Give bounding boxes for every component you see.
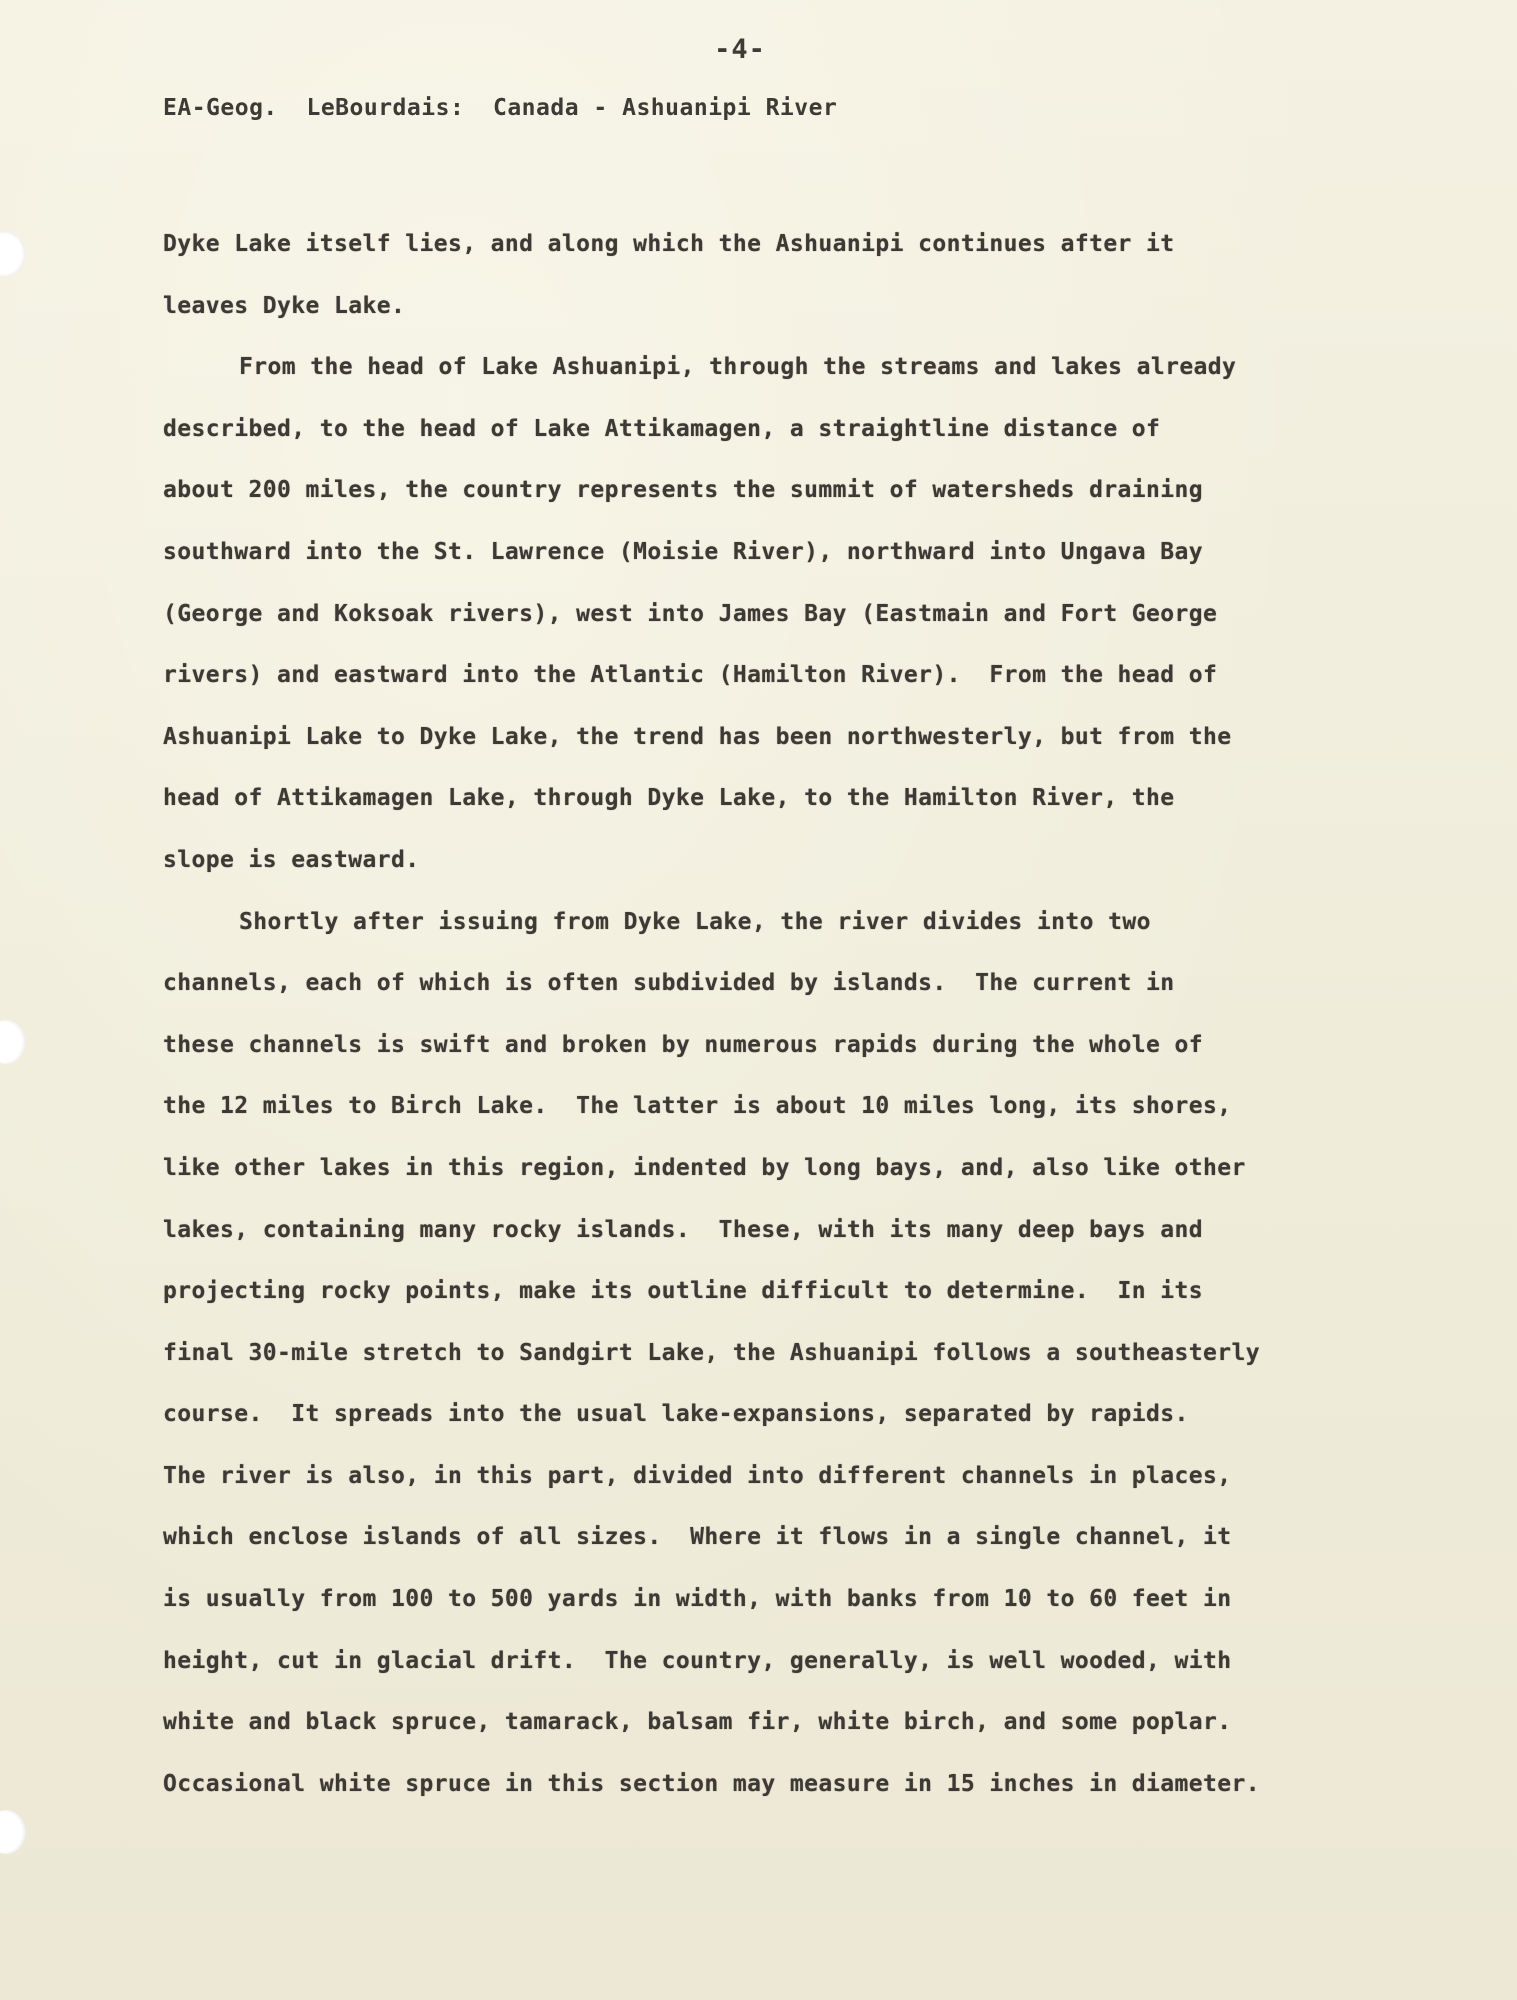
text-line: rivers) and eastward into the Atlantic (Hamilton River). From the head of xyxy=(163,662,1218,689)
punch-hole-bottom xyxy=(0,1810,26,1854)
text-line: white and black spruce, tamarack, balsam fir, white birch, and some poplar. xyxy=(163,1709,1232,1736)
text-line: leaves Dyke Lake. xyxy=(163,292,406,319)
page-number: -4- xyxy=(714,34,766,65)
text-line: (George and Koksoak rivers), west into James Bay (Eastmain and Fort George xyxy=(163,600,1218,627)
text-line: Ashuanipi Lake to Dyke Lake, the trend has been northwesterly, but from the xyxy=(163,723,1232,750)
text-line: height, cut in glacial drift. The country, generally, is well wooded, with xyxy=(163,1647,1232,1674)
paragraph-start-line: Shortly after issuing from Dyke Lake, the river divides into two xyxy=(239,908,1151,935)
text-line: final 30-mile stretch to Sandgirt Lake, the Ashuanipi follows a southeasterly xyxy=(163,1339,1261,1366)
text-line: head of Attikamagen Lake, through Dyke Lake, to the Hamilton River, the xyxy=(163,785,1175,812)
text-line: The river is also, in this part, divided into different channels in places, xyxy=(163,1462,1232,1489)
text-line: these channels is swift and broken by numerous rapids during the whole of xyxy=(163,1031,1204,1058)
text-line: described, to the head of Lake Attikamagen, a straightline distance of xyxy=(163,415,1161,442)
punch-hole-middle xyxy=(0,1020,26,1064)
text-line: is usually from 100 to 500 yards in width, with banks from 10 to 60 feet in xyxy=(163,1586,1232,1613)
text-line: course. It spreads into the usual lake-expansions, separated by rapids. xyxy=(163,1401,1189,1428)
text-line: like other lakes in this region, indented by long bays, and, also like other xyxy=(163,1154,1246,1181)
text-line: Occasional white spruce in this section may measure in 15 inches in diameter. xyxy=(163,1770,1261,1797)
text-line: Dyke Lake itself lies, and along which the Ashuanipi continues after it xyxy=(163,231,1175,257)
text-line: southward into the St. Lawrence (Moisie River), northward into Ungava Bay xyxy=(163,538,1204,565)
text-line: the 12 miles to Birch Lake. The latter is about 10 miles long, its shores, xyxy=(163,1093,1232,1120)
text-line: slope is eastward. xyxy=(163,846,420,873)
body-text xyxy=(163,214,1363,1815)
text-line: channels, each of which is often subdivided by islands. The current in xyxy=(163,970,1175,997)
text-line: projecting rocky points, make its outline difficult to determine. In its xyxy=(163,1278,1204,1305)
punch-hole-top xyxy=(0,232,26,276)
document-header: EA-Geog. LeBourdais: Canada - Ashuanipi River xyxy=(163,95,838,121)
text-line: lakes, containing many rocky islands. These, with its many deep bays and xyxy=(163,1216,1204,1243)
paragraph-start-line: From the head of Lake Ashuanipi, through the streams and lakes already xyxy=(239,354,1237,381)
text-line: about 200 miles, the country represents the summit of watersheds draining xyxy=(163,477,1204,504)
text-line: which enclose islands of all sizes. Where it flows in a single channel, it xyxy=(163,1524,1232,1551)
